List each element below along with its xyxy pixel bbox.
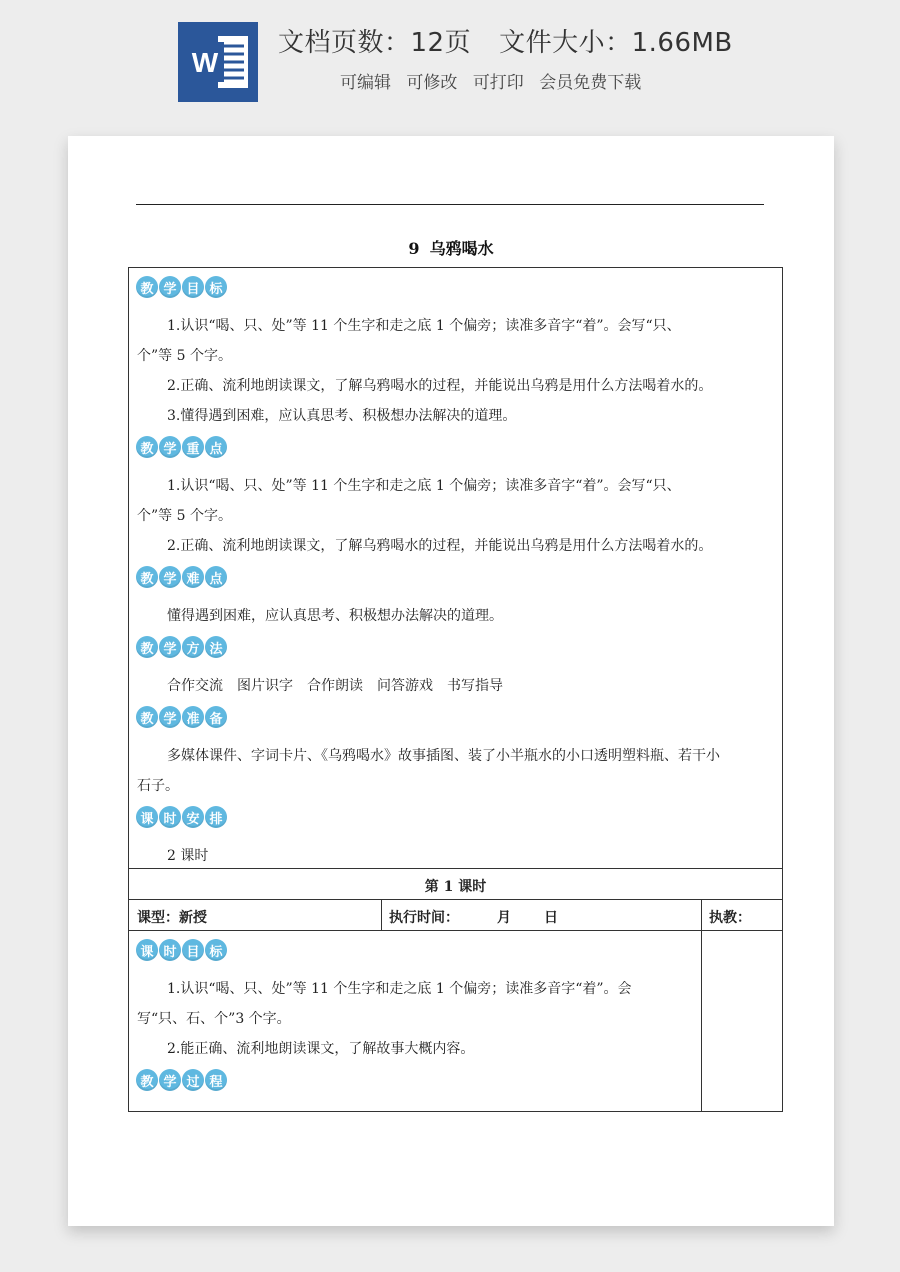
preparation-line: 多媒体课件、字词卡片、《乌鸦喝水》故事插图、装了小半瓶水的小口透明塑料瓶、若干小	[167, 748, 720, 764]
lesson-name: 乌鸦喝水	[429, 239, 494, 258]
period-goal-line: 1.认识“喝、只、处”等 11 个生字和走之底 1 个偏旁；读准多音字“着”。会	[167, 981, 632, 997]
heading-character-circle: 法	[205, 636, 227, 658]
heading-character-circle: 标	[205, 939, 227, 961]
section-heading-preparation	[136, 706, 228, 730]
heading-character-circle: 教	[136, 276, 158, 298]
heading-character-circle: 时	[159, 806, 181, 828]
heading-character-circle: 学	[159, 566, 181, 588]
section-heading-teaching-process	[136, 1069, 228, 1093]
difficulty-line: 懂得遇到困难，应认真思考、积极想办法解决的道理。	[167, 608, 503, 624]
download-banner	[0, 0, 900, 118]
header-rule	[136, 204, 764, 205]
heading-character-circle: 过	[182, 1069, 204, 1091]
heading-character-circle: 学	[159, 436, 181, 458]
heading-character-circle: 学	[159, 706, 181, 728]
feature-editable: 可编辑	[340, 73, 391, 93]
heading-character-circle: 点	[205, 566, 227, 588]
heading-character-circle: 时	[159, 939, 181, 961]
methods-line: 合作交流 图片识字 合作朗读 问答游戏 书写指导	[167, 678, 503, 694]
word-document-icon	[178, 22, 258, 102]
heading-character-circle: 安	[182, 806, 204, 828]
objective-line: 1.认识“喝、只、处”等 11 个生字和走之底 1 个偏旁；读准多音字“着”。会写“只、	[167, 318, 681, 334]
heading-character-circle: 方	[182, 636, 204, 658]
page-count: 文档页数：12页	[278, 28, 472, 58]
lesson-number: 9	[408, 239, 420, 258]
day-label: 日	[544, 910, 558, 926]
lesson-type-cell	[129, 900, 381, 930]
feature-member-download: 会员免费下载	[539, 73, 642, 93]
file-size: 文件大小：1.66MB	[499, 28, 733, 58]
heading-character-circle: 准	[182, 706, 204, 728]
teacher-label: 执教：	[709, 910, 751, 926]
teacher-notes-cell	[701, 931, 782, 1111]
period-goal-line: 写“只、石、个”3 个字。	[137, 1011, 291, 1027]
lesson-content-row	[129, 930, 782, 1111]
month-label: 月	[497, 910, 511, 926]
document-page	[68, 136, 834, 1226]
execution-time-label: 执行时间：	[389, 910, 459, 926]
heading-character-circle: 难	[182, 566, 204, 588]
heading-character-circle: 排	[205, 806, 227, 828]
heading-character-circle: 教	[136, 566, 158, 588]
heading-character-circle: 学	[159, 1069, 181, 1091]
key-point-line: 2.正确、流利地朗读课文，了解乌鸦喝水的过程，并能说出乌鸦是用什么方法喝着水的。	[167, 538, 713, 554]
key-point-line: 1.认识“喝、只、处”等 11 个生字和走之底 1 个偏旁；读准多音字“着”。会写“只、	[167, 478, 681, 494]
section-heading-methods	[136, 636, 228, 660]
feature-list	[340, 68, 651, 93]
heading-character-circle: 程	[205, 1069, 227, 1091]
schedule-line: 2 课时	[167, 848, 209, 864]
execution-time-cell	[381, 900, 701, 930]
heading-character-circle: 教	[136, 1069, 158, 1091]
heading-character-circle: 课	[136, 939, 158, 961]
lesson-plan-table	[128, 267, 783, 1112]
teacher-cell	[701, 900, 782, 930]
heading-character-circle: 目	[182, 276, 204, 298]
feature-printable: 可打印	[472, 73, 524, 93]
banner-title	[278, 22, 733, 59]
period-goal-line: 2.能正确、流利地朗读课文，了解故事大概内容。	[167, 1041, 475, 1057]
overview-cell	[129, 268, 782, 868]
objective-line: 2.正确、流利地朗读课文，了解乌鸦喝水的过程，并能说出乌鸦是用什么方法喝着水的。	[167, 378, 713, 394]
heading-character-circle: 教	[136, 636, 158, 658]
lesson-info-row	[129, 899, 782, 930]
heading-character-circle: 教	[136, 436, 158, 458]
lesson-period-row	[129, 868, 782, 899]
heading-character-circle: 备	[205, 706, 227, 728]
heading-character-circle: 教	[136, 706, 158, 728]
heading-character-circle: 点	[205, 436, 227, 458]
section-heading-difficulties	[136, 566, 228, 590]
heading-character-circle: 学	[159, 276, 181, 298]
heading-character-circle: 重	[182, 436, 204, 458]
preparation-line: 石子。	[137, 778, 179, 794]
section-heading-key-points	[136, 436, 228, 460]
section-heading-schedule	[136, 806, 228, 830]
objective-line: 3.懂得遇到困难，应认真思考、积极想办法解决的道理。	[167, 408, 517, 424]
heading-character-circle: 学	[159, 636, 181, 658]
lesson-goals-cell	[129, 931, 701, 1111]
lesson-period-title: 第 1 课时	[424, 879, 487, 895]
heading-character-circle: 目	[182, 939, 204, 961]
feature-modifiable: 可修改	[406, 73, 458, 93]
section-heading-period-goals	[136, 939, 228, 963]
lesson-type: 课型：新授	[137, 910, 207, 926]
section-heading-objectives	[136, 276, 228, 300]
objective-line: 个”等 5 个字。	[137, 348, 232, 364]
lesson-title	[68, 236, 834, 259]
heading-character-circle: 课	[136, 806, 158, 828]
svg-text:W: W	[191, 47, 219, 78]
key-point-line: 个”等 5 个字。	[137, 508, 232, 524]
heading-character-circle: 标	[205, 276, 227, 298]
